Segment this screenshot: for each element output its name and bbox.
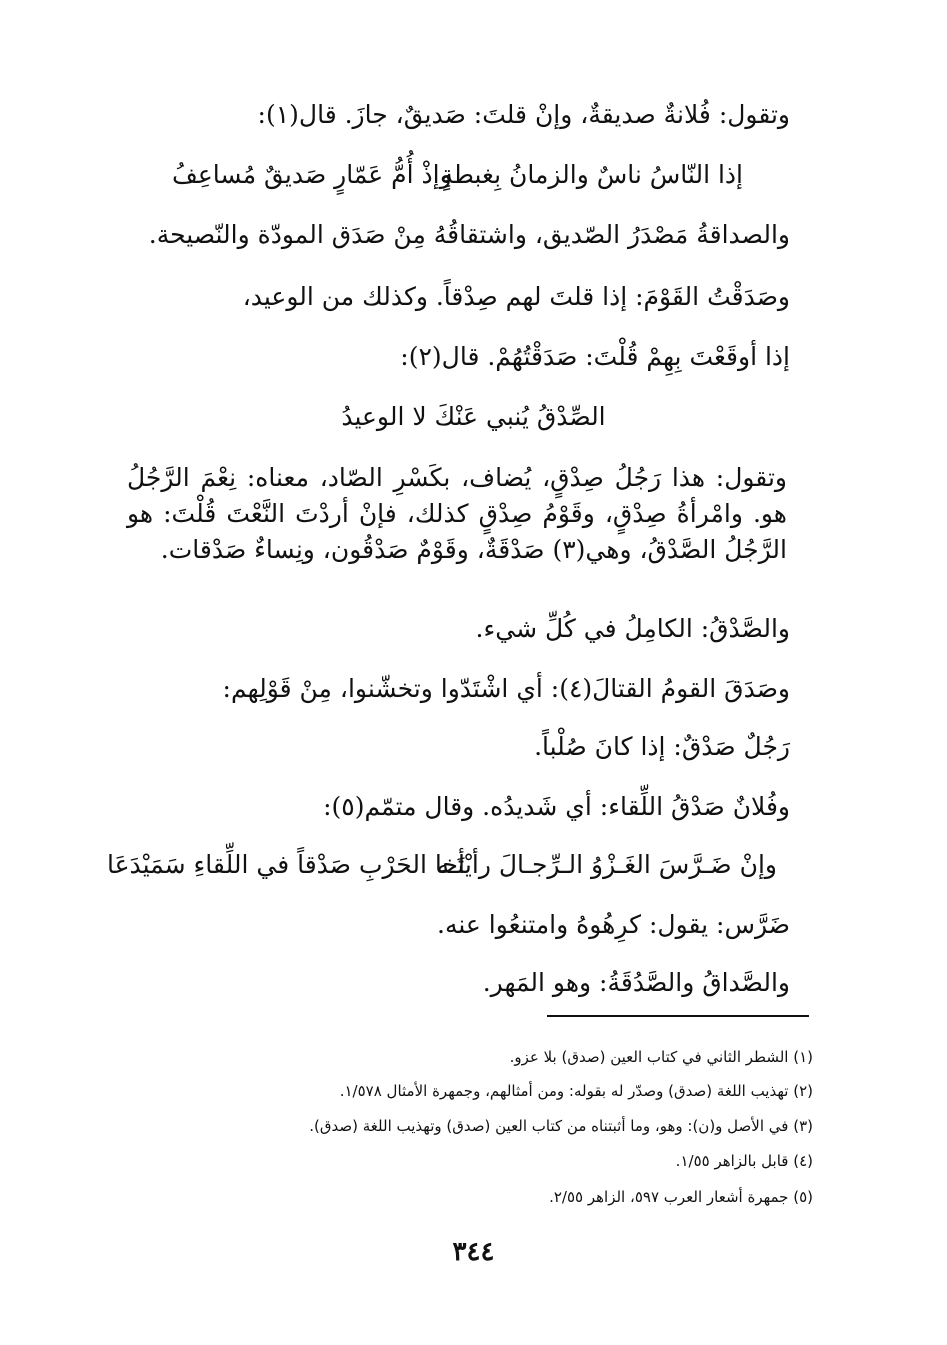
verse-left-hemistich: وإذْ أُمُّ عَمّارٍ صَديقٌ مُساعِفُ xyxy=(172,160,452,189)
text-line: والصَّدْقُ: الكامِلُ في كُلِّ شيء. xyxy=(475,614,790,643)
footnote-separator xyxy=(547,1015,809,1017)
text-line: والصَّداقُ والصَّدُقَةُ: وهو المَهر. xyxy=(482,968,790,997)
verse-right-hemistich: إذا النّاسُ ناسٌ والزمانُ بِغبطةٍ xyxy=(440,160,743,189)
text-line: ضَرَّس: يقول: كرِهُوهُ وامتنعُوا عنه. xyxy=(437,910,790,939)
footnote: (٢) تهذيب اللغة (صدق) وصدّر له بقوله: ومن أمثالهم، وجمهرة الأمثال ١/٥٧٨. xyxy=(339,1082,813,1100)
text-line: وتقول: فُلانةٌ صديقةٌ، وإنْ قلتَ: صَديقٌ، جازَ. قال(١): xyxy=(257,100,790,129)
paragraph: وتقول: هذا رَجُلُ صِدْقٍ، يُضاف، بكَسْرِ الصّاد، معناه: نِعْمَ الرَّجُلُ هو. وامْرأةُ صِدْقٍ، وقَوْمُ صِدْقٍ كذلك، فإنْ أردْتَ النَّعْتَ قُلْتَ: هو الرَّجُلُ الصَّدْقُ، وهي(٣) صَدْقَةٌ، وقَوْمٌ صَدْقُون، ونِساءٌ صَدْقات. xyxy=(127,463,787,564)
footnote: (٣) في الأصل و(ن): وهو، وما أثبتناه من كتاب العين (صدق) وتهذيب اللغة (صدق). xyxy=(309,1117,813,1135)
text-line: والصداقةُ مَصْدَرُ الصّديق، واشتقاقُهُ مِنْ صَدَق المودّة والنّصيحة. xyxy=(148,220,790,249)
text-line: إذا أوقَعْتَ بِهِمْ قُلْتَ: صَدَقْتُهُمْ. قال(٢): xyxy=(400,342,790,371)
text-line: رَجُلٌ صَدْقٌ: إذا كانَ صُلْباً. xyxy=(534,732,790,761)
verse-left-hemistich: أخا الحَرْبِ صَدْقاً في اللِّقاءِ سَمَيْدَعَا xyxy=(107,850,465,879)
text-line: وصَدَقْتُ القَوْمَ: إذا قلتَ لهم صِدْقاً. وكذلك من الوعيد، xyxy=(242,282,790,311)
text-line: وفُلانٌ صَدْقُ اللِّقاء: أي شَديدُه. وقال متمّم(٥): xyxy=(323,792,790,821)
verse-right-hemistich: وإنْ ضَـرَّسَ الغَـزْوُ الـرِّجـالَ رأيْتَـه xyxy=(436,850,777,879)
text-line: وصَدَقَ القومُ القتالَ(٤): أي اشْتَدّوا وتخشّنوا، مِنْ قَوْلِهم: xyxy=(222,674,790,703)
footnote: (٤) قابل بالزاهر ١/٥٥. xyxy=(675,1152,813,1170)
footnote: (٥) جمهرة أشعار العرب ٥٩٧، الزاهر ٢/٥٥. xyxy=(549,1188,813,1206)
footnote: (١) الشطر الثاني في كتاب العين (صدق) بلا عزو. xyxy=(509,1048,813,1066)
page-number: ٣٤٤ xyxy=(452,1237,495,1267)
verse-single: الصِّدْقُ يُنبي عَنْكَ لا الوعيدُ xyxy=(341,402,606,431)
